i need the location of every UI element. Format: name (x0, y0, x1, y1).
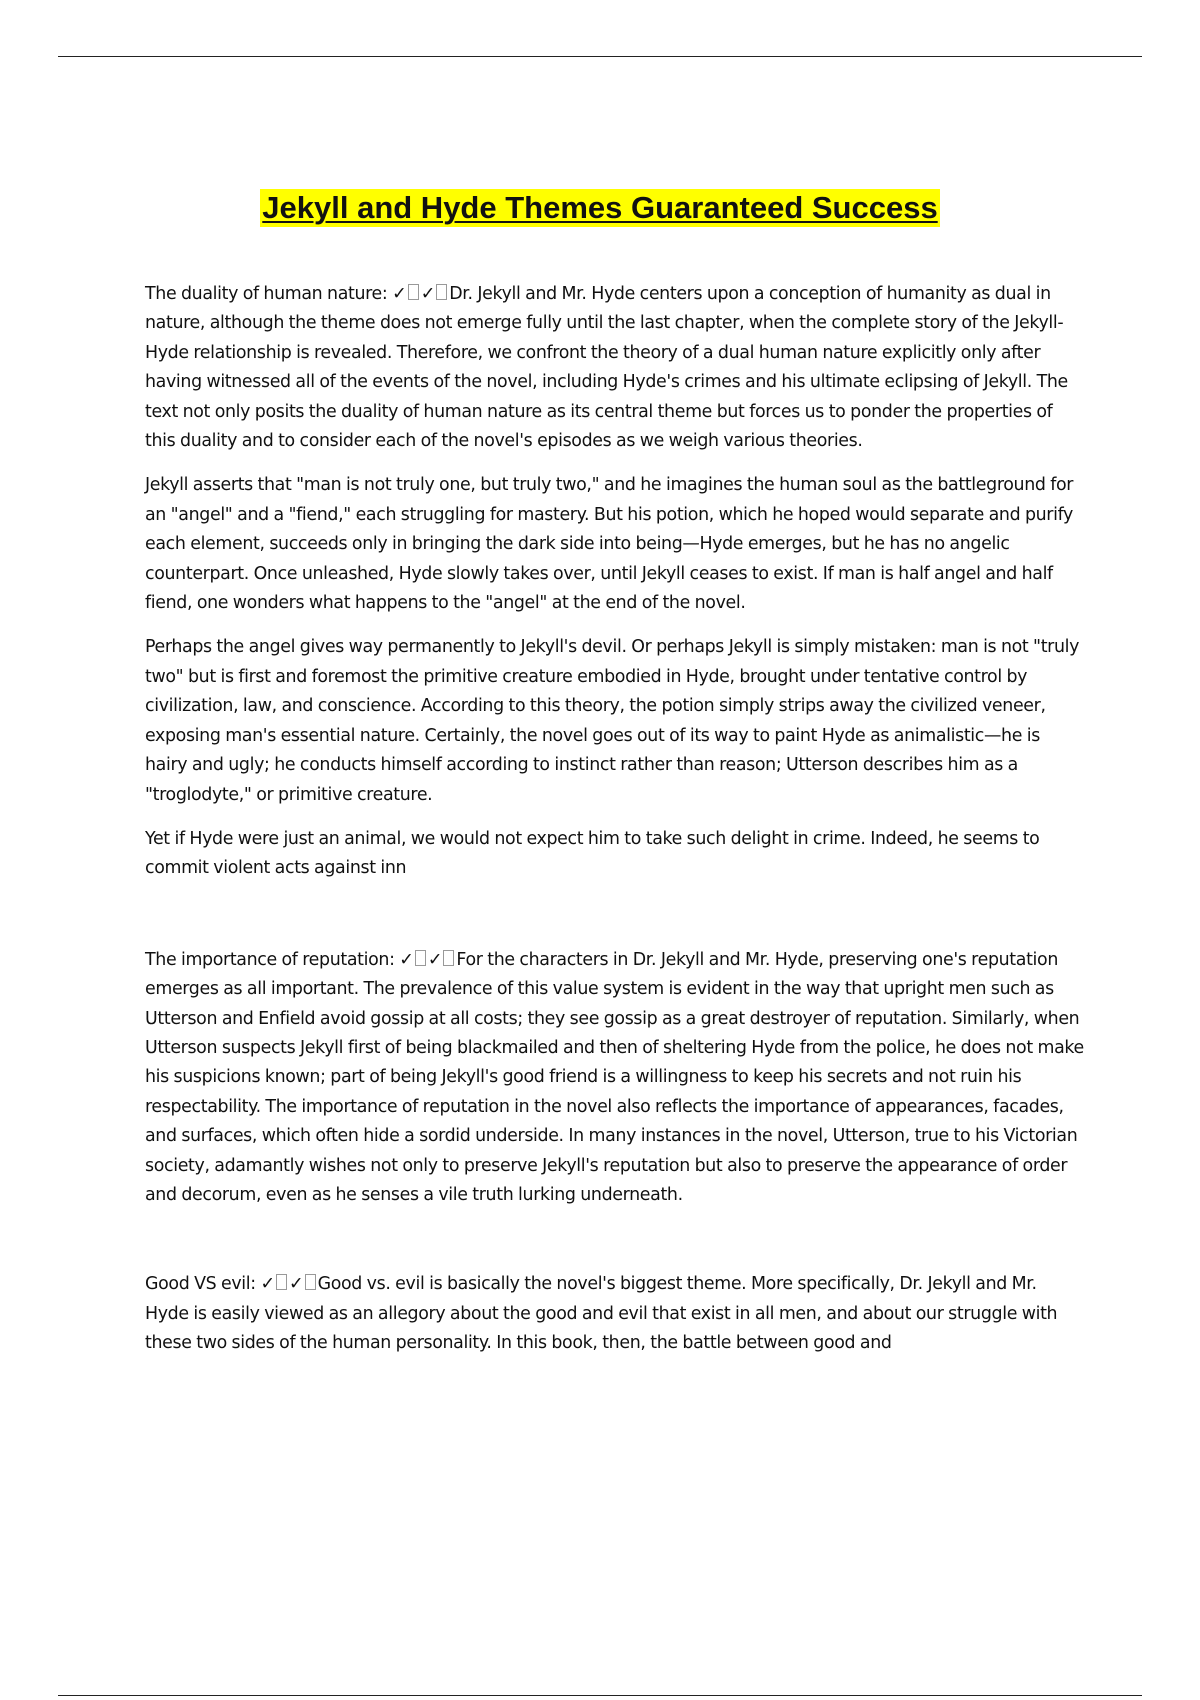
missing-glyph-icon (415, 950, 426, 966)
section-good-evil-p1 (145, 1270, 1085, 1358)
missing-glyph-icon (443, 950, 454, 966)
document-title: Jekyll and Hyde Themes Guaranteed Success (262, 190, 938, 225)
missing-glyph-icon (436, 284, 447, 300)
section-good-evil-label: Good VS evil: (145, 1274, 256, 1295)
section-duality-p4: Yet if Hyde were just an animal, we would not expect him to take such delight in crime. Indeed, he seems to commit violent acts against inn (145, 828, 1040, 879)
missing-glyph-icon (305, 1274, 316, 1290)
check-mark-icon: ✓ (399, 949, 414, 970)
section-duality-label: The duality of human nature: (145, 284, 388, 304)
header-rule (58, 56, 1142, 57)
section-duality-p1 (145, 280, 1085, 456)
paragraph-text: Good vs. evil is basically the novel's biggest theme. More specifically, Dr. Jekyll and Mr. Hyde is easily viewed as an allegory about the good and evil that exist in all men, and about our struggle with these two sides of the human personality. In this book, then, the battle between good and (145, 1274, 1058, 1354)
missing-glyph-icon (408, 284, 419, 300)
check-mark-icon: ✓ (260, 1274, 276, 1295)
document-body (145, 280, 1085, 1374)
title-wrap (0, 189, 1200, 227)
check-mark-icon: ✓ (289, 1274, 304, 1295)
paragraph-text: Dr. Jekyll and Mr. Hyde centers upon a conception of humanity as dual in nature, although the theme does not emerge fully until the last chapter, when the complete story of the Jekyll-Hyde relationship is revealed. Therefore, we confront the theory of a dual human nature explicitly only after having witnessed all of the events of the novel, including Hyde's crimes and his ultimate eclipsing of Jekyll. The text not only posits the duality of human nature as its central theme but forces us to ponder the properties of this duality and to consider each of the novel's episodes as we weigh various theories. (145, 284, 1068, 452)
section-duality-p2: Jekyll asserts that "man is not truly one, but truly two," and he imagines the human soul as the battleground for an "angel" and a "fiend," each struggling for mastery. But his potion, which he hoped would separate and purify each element, succeeds only in bringing the dark side into being—Hyde emerges, but he has no angelic counterpart. Once unleashed, Hyde slowly takes over, until Jekyll ceases to exist. If man is half angel and half fiend, one wonders what happens to the "angel" at the end of the novel. (145, 475, 1074, 614)
paragraph-text: For the characters in Dr. Jekyll and Mr. Hyde, preserving one's reputation emerges as all important. The prevalence of this value system is evident in the way that upright men such as Utterson and Enfield avoid gossip at all costs; they see gossip as a great destroyer of reputation. Similarly, when Utterson suspects Jekyll first of being blackmailed and then of sheltering Hyde from the police, he does not make his suspicions known; part of being Jekyll's good friend is a willingness to keep his secrets and not ruin his respectability. The importance of reputation in the novel also reflects the importance of appearances, facades, and surfaces, which often hide a sordid underside. In many instances in the novel, Utterson, true to his Victorian society, adamantly wishes not only to preserve Jekyll's reputation but also to preserve the appearance of order and decorum, even as he senses a vile truth lurking underneath. (145, 949, 1084, 1205)
missing-glyph-icon (276, 1274, 287, 1290)
check-mark-icon: ✓ (427, 949, 443, 970)
section-reputation-label: The importance of reputation: (145, 949, 395, 970)
section-reputation-p1 (145, 946, 1085, 1211)
section-duality-p3: Perhaps the angel gives way permanently to Jekyll's devil. Or perhaps Jekyll is simply mistaken: man is not "truly two" but is first and foremost the primitive creature embodied in Hyde, brought under tentative control by civilization, law, and conscience. According to this theory, the potion simply strips away the civilized veneer, exposing man's essential nature. Certainly, the novel goes out of its way to paint Hyde as animalistic—he is hairy and ugly; he conducts himself according to instinct rather than reason; Utterson describes him as a "troglodyte," or primitive creature. (145, 637, 1080, 805)
footer-rule (58, 1695, 1142, 1696)
check-mark-icon: ✓ (420, 284, 436, 304)
check-mark-icon: ✓ (392, 284, 407, 304)
